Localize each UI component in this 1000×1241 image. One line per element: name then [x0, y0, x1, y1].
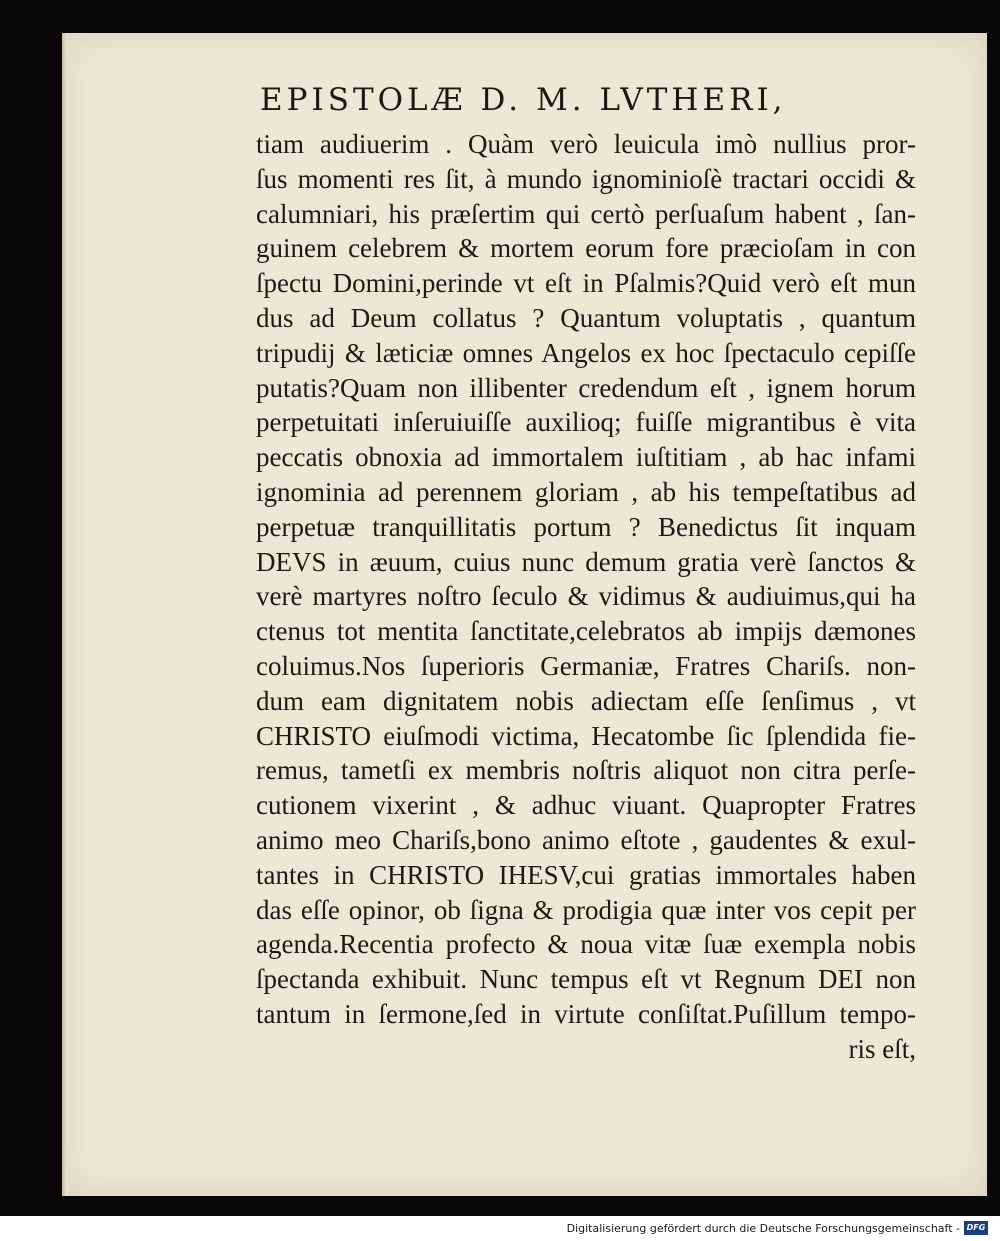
text-line: cutionem vixerint , & adhuc viuant. Quapropter Fratres — [256, 790, 916, 821]
text-line: ignominia ad perennem gloriam , ab his tempeſtatibus ad — [256, 476, 916, 507]
text-line: tripudij & læticiæ omnes Angelos ex hoc ſpectaculo cepiſſe — [256, 337, 916, 368]
text-line: perpetuæ tranquillitatis portum ? Benedictus ſit inquam — [256, 511, 916, 542]
digitization-footer — [0, 1216, 1000, 1241]
text-line: ſpectu Domini,perinde vt eſt in Pſalmis?Quid verò eſt mun — [256, 268, 916, 299]
text-line: peccatis obnoxia ad immortalem iuſtitiam , ab hac infami — [256, 442, 916, 473]
text-line: coluimus.Nos ſuperioris Germaniæ, Fratres Chariſs. non- — [256, 650, 916, 681]
text-line: DEVS in æuum, cuius nunc demum gratia verè ſanctos & — [256, 546, 916, 577]
text-line: remus, tametſi ex membris noſtris aliquot non citra perſe- — [256, 755, 916, 786]
text-line: dus ad Deum collatus ? Quantum voluptatis , quantum — [256, 302, 916, 333]
text-line: tantes in CHRISTO IHESV,cui gratias immortales haben — [256, 859, 916, 890]
text-line: das eſſe opinor, ob ſigna & prodigia quæ inter vos cepit per — [256, 894, 916, 925]
text-line: guinem celebrem & mortem eorum fore præcioſam in con — [256, 233, 916, 264]
text-line: dum eam dignitatem nobis adiectam eſſe ſenſimus , vt — [256, 685, 916, 716]
text-line: agenda.Recentia profecto & noua vitæ ſuæ exempla nobis — [256, 929, 916, 960]
page-gutter-edge — [62, 33, 68, 1196]
text-line: calumniari, his præſertim qui certò perſuaſum habent , ſan- — [256, 198, 916, 229]
dfg-logo: DFG — [964, 1221, 988, 1235]
text-line: ſus momenti res ſit, à mundo ignominioſè tractari occidi & — [256, 163, 916, 194]
text-line: animo meo Chariſs,bono animo eſtote , gaudentes & exul- — [256, 824, 916, 855]
running-head: EPISTOLÆ D. M. LVTHERI, — [260, 82, 787, 118]
funding-credit: Digitalisierung gefördert durch die Deutsche Forschungsgemeinschaft - — [566, 1222, 960, 1235]
text-line: tantum in ſermone,ſed in virtute conſiſtat.Puſillum tempo- — [256, 998, 916, 1029]
text-line: putatis?Quam non illibenter credendum eſt , ignem horum — [256, 372, 916, 403]
text-line: tiam audiuerim . Quàm verò leuicula imò nullius pror- — [256, 129, 916, 159]
text-line: CHRISTO eiuſmodi victima, Hecatombe ſic ſplendida fie- — [256, 720, 916, 751]
text-line: ſpectanda exhibuit. Nunc tempus eſt vt Regnum DEI non — [256, 964, 916, 995]
body-text — [256, 127, 916, 1067]
text-line: verè martyres noſtro ſeculo & vidimus & audiuimus,qui ha — [256, 581, 916, 612]
text-line: ctenus tot mentita ſanctitate,celebratos ab impijs dæmones — [256, 616, 916, 647]
catchword: ris eſt, — [848, 1033, 916, 1064]
text-line: perpetuitati inſeruiuiſſe auxilioq; fuiſſe migrantibus è vita — [256, 407, 916, 438]
